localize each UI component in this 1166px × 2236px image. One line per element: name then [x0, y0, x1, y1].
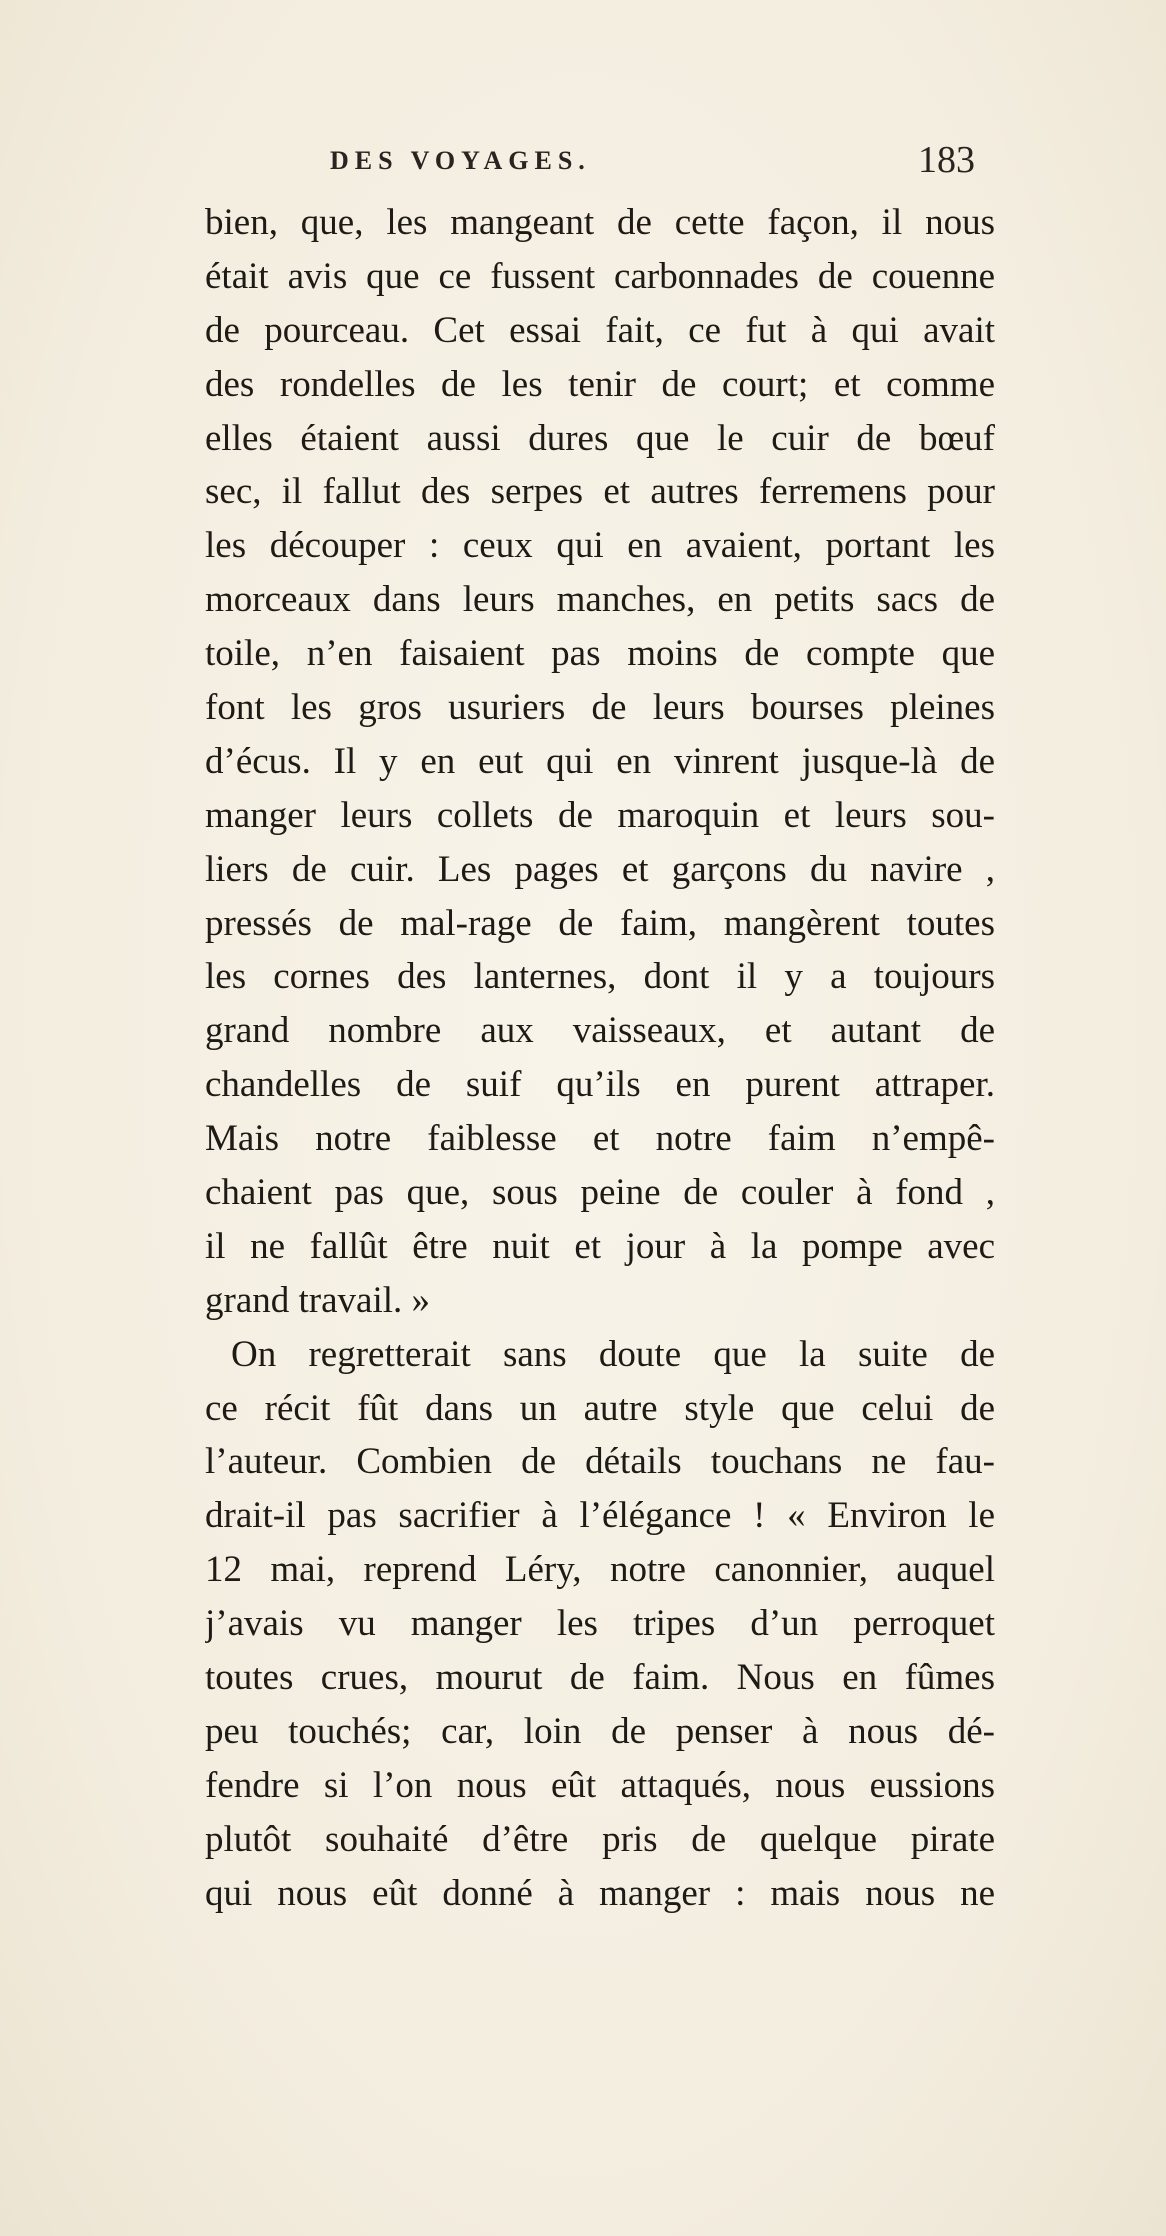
text-line: Mais notre faiblesse et notre faim n’empê-	[205, 1118, 995, 1160]
page-header	[200, 139, 983, 182]
text-line: des rondelles de les tenir de court; et comme	[205, 363, 995, 405]
text-line: j’avais vu manger les tripes d’un perroquet	[205, 1603, 995, 1645]
text-line: qui nous eût donné à manger : mais nous ne	[205, 1872, 995, 1914]
text-line: ce récit fût dans un autre style que celui de	[205, 1387, 995, 1429]
running-title: DES VOYAGES.	[330, 146, 591, 175]
text-line: les cornes des lanternes, dont il y a toujours	[205, 956, 995, 998]
body-text	[205, 196, 995, 1921]
text-line: drait-il pas sacrifier à l’élégance ! « Environ le	[205, 1495, 995, 1537]
text-line: elles étaient aussi dures que le cuir de bœuf	[205, 417, 995, 459]
text-line: chaient pas que, sous peine de couler à fond ,	[205, 1172, 995, 1214]
text-line: l’auteur. Combien de détails touchans ne fau-	[205, 1441, 995, 1483]
text-line: il ne fallût être nuit et jour à la pompe avec	[205, 1225, 995, 1267]
text-line: d’écus. Il y en eut qui en vinrent jusque-là de	[205, 740, 995, 782]
text-line: font les gros usuriers de leurs bourses pleines	[205, 687, 995, 729]
text-line: était avis que ce fussent carbonnades de couenne	[205, 255, 995, 297]
text-line: toutes crues, mourut de faim. Nous en fûmes	[205, 1657, 995, 1699]
paragraph-end-line: grand travail. »	[205, 1279, 430, 1321]
text-line: fendre si l’on nous eût attaqués, nous eussions	[205, 1764, 995, 1806]
text-line: les découper : ceux qui en avaient, portant les	[205, 525, 995, 567]
paragraph-start-line: On regretterait sans doute que la suite de	[231, 1333, 995, 1375]
text-line: liers de cuir. Les pages et garçons du navire ,	[205, 848, 995, 890]
text-line: morceaux dans leurs manches, en petits sacs de	[205, 579, 995, 621]
text-line: peu touchés; car, loin de penser à nous dé-	[205, 1710, 995, 1752]
text-line: plutôt souhaité d’être pris de quelque pirate	[205, 1818, 995, 1860]
text-line: 12 mai, reprend Léry, notre canonnier, auquel	[205, 1549, 995, 1591]
text-line: grand nombre aux vaisseaux, et autant de	[205, 1010, 995, 1052]
text-line: chandelles de suif qu’ils en purent attraper.	[205, 1064, 995, 1106]
text-line: sec, il fallut des serpes et autres ferremens pour	[205, 471, 995, 513]
text-line: toile, n’en faisaient pas moins de compte que	[205, 633, 995, 675]
page-number: 183	[918, 139, 975, 181]
text-line: bien, que, les mangeant de cette façon, il nous	[205, 202, 995, 243]
text-line: manger leurs collets de maroquin et leurs sou-	[205, 794, 995, 836]
text-line: de pourceau. Cet essai fait, ce fut à qui avait	[205, 309, 995, 351]
text-line: pressés de mal-rage de faim, mangèrent toutes	[205, 902, 995, 944]
